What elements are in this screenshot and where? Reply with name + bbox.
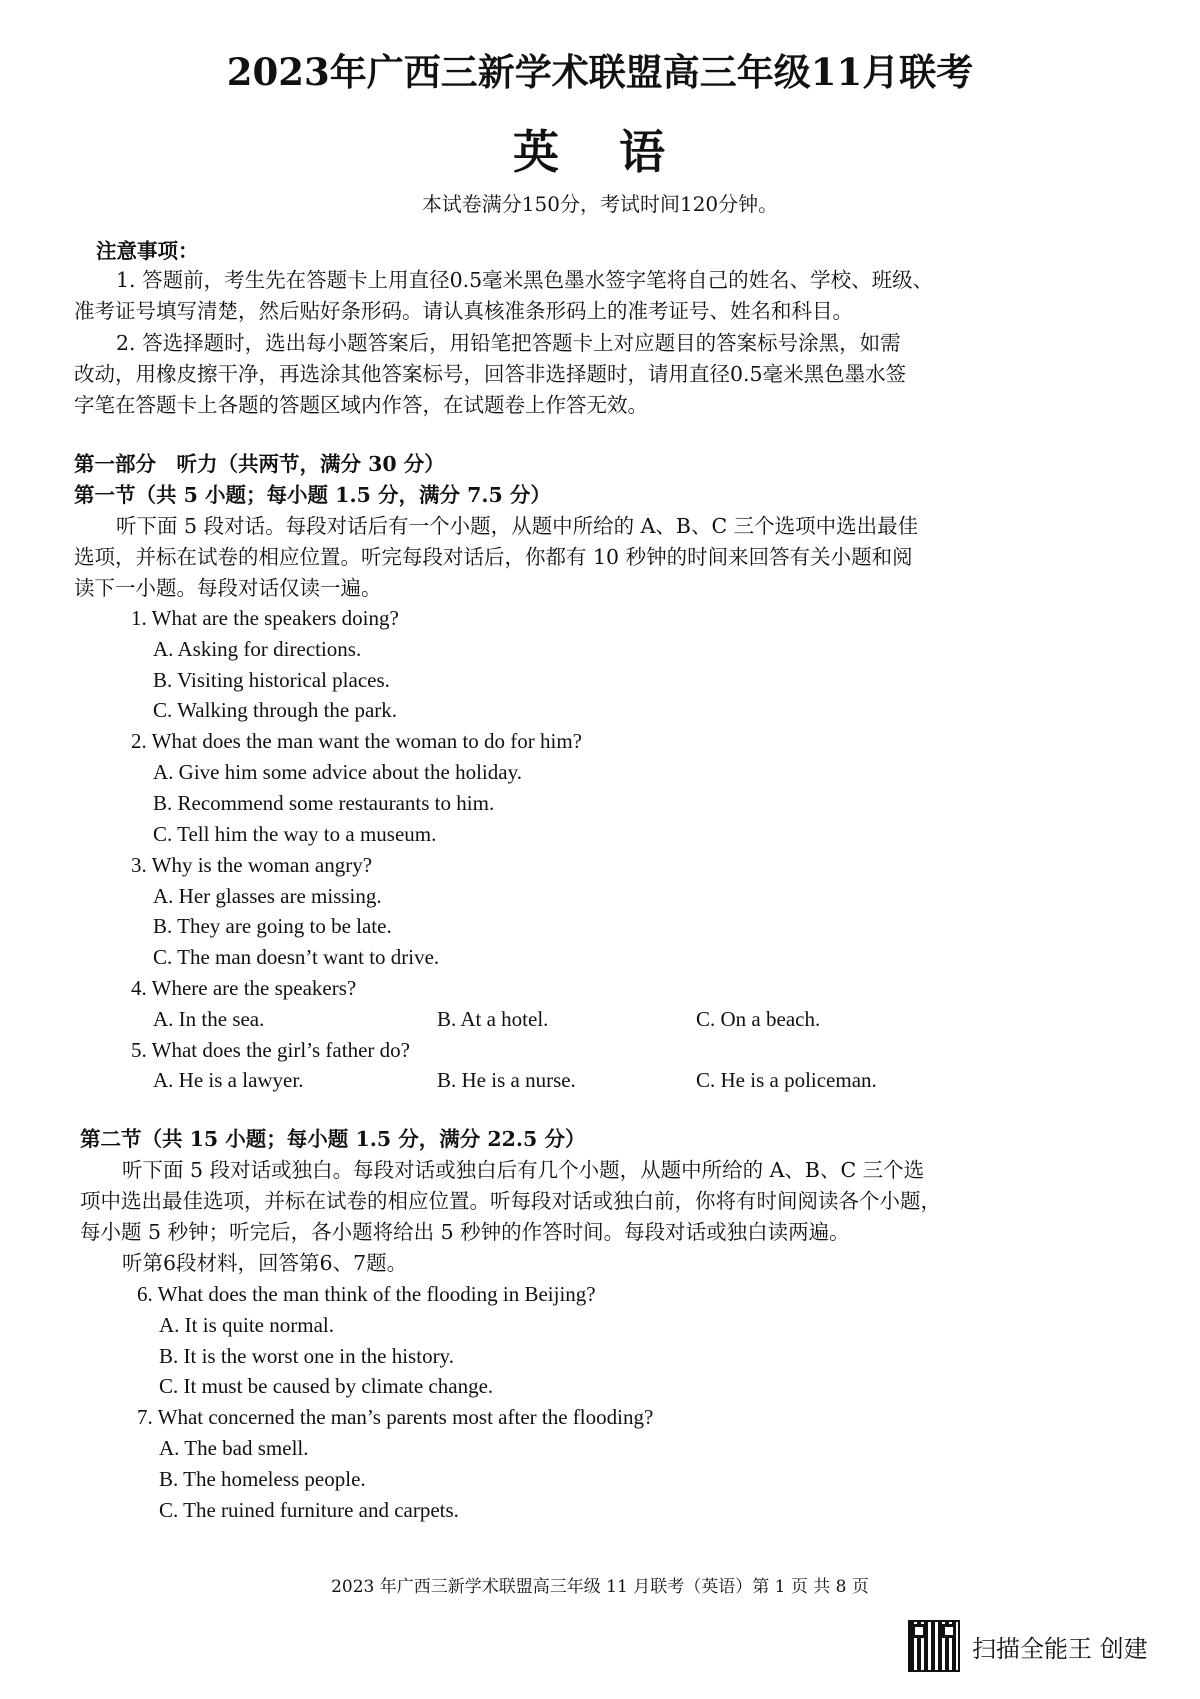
subject-title: 英 语	[512, 125, 687, 179]
section1-instruction: 听下面 5 段对话。每段对话后有一个小题，从题中所给的 A、B、C 三个选项中选出最佳	[116, 514, 919, 538]
notes-line: 2. 答选择题时，选出每小题答案后，用铅笔把答题卡上对应题目的答案标号涂黑，如需	[116, 331, 901, 355]
qr-code-icon	[908, 1620, 960, 1672]
section2-instruction: 每小题 5 秒钟；听完后，各小题将给出 5 秒钟的作答时间。每段对话或独白读两遍。	[80, 1220, 850, 1244]
option-3b: B. They are going to be late.	[153, 914, 392, 938]
section2-heading: 第二节（共 15 小题；每小题 1.5 分，满分 22.5 分）	[80, 1127, 586, 1151]
option-2c: C. Tell him the way to a museum.	[153, 822, 437, 846]
option-7c: C. The ruined furniture and carpets.	[159, 1498, 459, 1522]
page-footer: 2023 年广西三新学术联盟高三年级 11 月联考（英语）第 1 页 共 8 页	[331, 1577, 869, 1597]
notes-line: 字笔在答题卡上各题的答题区域内作答，在试题卷上作答无效。	[74, 393, 648, 417]
question-7: 7. What concerned the man’s parents most after the flooding?	[137, 1405, 654, 1429]
question-6: 6. What does the man think of the flooding in Beijing?	[137, 1282, 596, 1306]
exam-title: 2023年广西三新学术联盟高三年级11月联考	[226, 50, 974, 94]
question-2: 2. What does the man want the woman to do for him?	[131, 729, 583, 753]
option-6b: B. It is the worst one in the history.	[159, 1344, 454, 1368]
question-5: 5. What does the girl’s father do?	[131, 1038, 410, 1062]
option-6c: C. It must be caused by climate change.	[159, 1374, 494, 1398]
option-1b: B. Visiting historical places.	[153, 668, 390, 692]
option-1a: A. Asking for directions.	[153, 637, 362, 661]
section2-instruction: 听第6段材料，回答第6、7题。	[122, 1251, 408, 1275]
notes-heading: 注意事项：	[96, 239, 199, 263]
exam-info: 本试卷满分150分，考试时间120分钟。	[421, 192, 779, 216]
option-5a: A. He is a lawyer.	[153, 1068, 304, 1092]
question-1: 1. What are the speakers doing?	[131, 606, 399, 630]
question-3: 3. Why is the woman angry?	[131, 853, 373, 877]
notes-line: 改动，用橡皮擦干净，再选涂其他答案标号，回答非选择题时，请用直径0.5毫米黑色墨水签	[74, 362, 907, 386]
option-6a: A. It is quite normal.	[159, 1313, 334, 1337]
scanner-watermark	[908, 1620, 1148, 1672]
notes-line: 准考证号填写清楚，然后贴好条形码。请认真核准条形码上的准考证号、姓名和科目。	[74, 299, 853, 323]
option-5b: B. He is a nurse.	[437, 1068, 576, 1092]
option-2b: B. Recommend some restaurants to him.	[153, 791, 495, 815]
section1-instruction: 选项，并标在试卷的相应位置。听完每段对话后，你都有 10 秒钟的时间来回答有关小题和阅	[74, 545, 913, 569]
option-7b: B. The homeless people.	[159, 1467, 366, 1491]
section1-heading: 第一节（共 5 小题；每小题 1.5 分，满分 7.5 分）	[74, 483, 551, 507]
option-3c: C. The man doesn’t want to drive.	[153, 945, 440, 969]
option-4b: B. At a hotel.	[437, 1007, 549, 1031]
option-7a: A. The bad smell.	[159, 1436, 309, 1460]
question-4: 4. Where are the speakers?	[131, 976, 357, 1000]
option-4a: A. In the sea.	[153, 1007, 265, 1031]
section2-instruction: 听下面 5 段对话或独白。每段对话或独白后有几个小题，从题中所给的 A、B、C 三个选	[122, 1158, 925, 1182]
option-2a: A. Give him some advice about the holiday.	[153, 760, 522, 784]
option-1c: C. Walking through the park.	[153, 698, 398, 722]
scanner-label: 扫描全能王 创建	[972, 1634, 1148, 1663]
notes-line: 1. 答题前，考生先在答题卡上用直径0.5毫米黑色墨水签字笔将自己的姓名、学校、班级、	[116, 268, 934, 292]
part1-heading: 第一部分 听力（共两节，满分 30 分）	[74, 452, 445, 476]
section1-instruction: 读下一小题。每段对话仅读一遍。	[74, 576, 382, 600]
option-4c: C. On a beach.	[696, 1007, 821, 1031]
option-5c: C. He is a policeman.	[696, 1068, 877, 1092]
section2-instruction: 项中选出最佳选项，并标在试卷的相应位置。听每段对话或独白前，你将有时间阅读各个小题，	[80, 1189, 941, 1213]
option-3a: A. Her glasses are missing.	[153, 884, 382, 908]
